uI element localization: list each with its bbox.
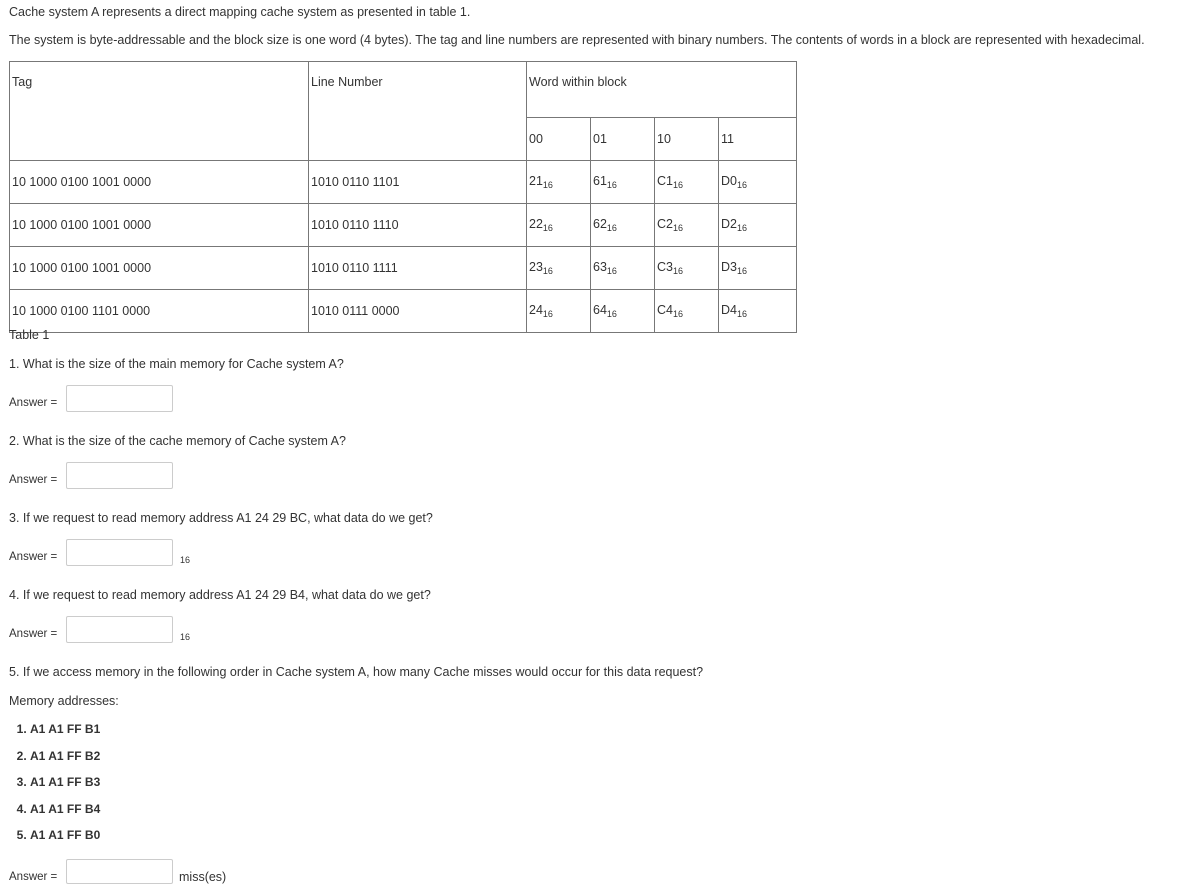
question-2: 2. What is the size of the cache memory of Cache system A? bbox=[9, 434, 346, 448]
cache-table bbox=[9, 61, 797, 333]
word-cell: $C4_{16}$ bbox=[655, 290, 719, 333]
word-cell: $63_{16}$ bbox=[591, 247, 655, 290]
answer-4-base: 16 bbox=[180, 632, 191, 642]
table-header-row bbox=[10, 62, 797, 118]
answer-5-suffix: miss(es) bbox=[179, 870, 227, 884]
answer-2-label: Answer = bbox=[9, 474, 58, 486]
word-cell: $22_{16}$ bbox=[527, 204, 591, 247]
word-cell: $C1_{16}$ bbox=[655, 161, 719, 204]
word-cell: $D4_{16}$ bbox=[719, 290, 797, 333]
line-number-cell: 1010 0111 0000 bbox=[309, 290, 527, 333]
line-number-header: Line Number bbox=[309, 62, 527, 161]
word-cell: $61_{16}$ bbox=[591, 161, 655, 204]
line-number-cell: 1010 0110 1101 bbox=[309, 161, 527, 204]
answer-1-input[interactable] bbox=[66, 385, 173, 412]
list-item: 3. A1 A1 FF B3 bbox=[30, 775, 100, 802]
word-cell: $64_{16}$ bbox=[591, 290, 655, 333]
answer-3-input[interactable] bbox=[66, 539, 173, 566]
line-number-cell: 1010 0110 1110 bbox=[309, 204, 527, 247]
offset-11: 11 bbox=[719, 118, 797, 161]
answer-1-label: Answer = bbox=[9, 397, 58, 409]
memory-addresses-label: Memory addresses: bbox=[9, 694, 119, 708]
list-item: 2. A1 A1 FF B2 bbox=[30, 749, 100, 776]
table-caption: Table 1 bbox=[9, 328, 50, 342]
question-4: 4. If we request to read memory address A1 24 29 B4, what data do we get? bbox=[9, 588, 431, 602]
offset-01: 01 bbox=[591, 118, 655, 161]
tag-header: Tag bbox=[10, 62, 309, 161]
answer-2-input[interactable] bbox=[66, 462, 173, 489]
memory-address-list bbox=[0, 722, 100, 855]
word-within-block-header: Word within block bbox=[527, 62, 797, 118]
tag-cell: 10 1000 0100 1101 0000 bbox=[10, 290, 309, 333]
question-1: 1. What is the size of the main memory for Cache system A? bbox=[9, 357, 344, 371]
word-cell: $D3_{16}$ bbox=[719, 247, 797, 290]
word-cell: $C2_{16}$ bbox=[655, 204, 719, 247]
tag-cell: 10 1000 0100 1001 0000 bbox=[10, 204, 309, 247]
word-cell: $23_{16}$ bbox=[527, 247, 591, 290]
word-cell: $D0_{16}$ bbox=[719, 161, 797, 204]
tag-cell: 10 1000 0100 1001 0000 bbox=[10, 247, 309, 290]
list-item: 4. A1 A1 FF B4 bbox=[30, 802, 100, 829]
answer-5-label: Answer = bbox=[9, 871, 58, 883]
offset-00: 00 bbox=[527, 118, 591, 161]
answer-4-label: Answer = bbox=[9, 628, 58, 640]
intro-line-2: The system is byte-addressable and the block size is one word (4 bytes). The tag and line numbers are represented with binary numbers. The contents of words in a block are represented with hexadecimal. bbox=[9, 33, 1145, 47]
question-5: 5. If we access memory in the following order in Cache system A, how many Cache misses would occur for this data request? bbox=[9, 665, 704, 679]
table-row bbox=[10, 290, 797, 333]
answer-5-input[interactable] bbox=[66, 859, 173, 884]
word-cell: $D2_{16}$ bbox=[719, 204, 797, 247]
table-row bbox=[10, 204, 797, 247]
word-cell: $62_{16}$ bbox=[591, 204, 655, 247]
word-cell: $21_{16}$ bbox=[527, 161, 591, 204]
tag-cell: 10 1000 0100 1001 0000 bbox=[10, 161, 309, 204]
list-item: 5. A1 A1 FF B0 bbox=[30, 828, 100, 855]
list-item: 1. A1 A1 FF B1 bbox=[30, 722, 100, 749]
answer-4-input[interactable] bbox=[66, 616, 173, 643]
table-row bbox=[10, 161, 797, 204]
answer-3-label: Answer = bbox=[9, 551, 58, 563]
word-cell: $C3_{16}$ bbox=[655, 247, 719, 290]
question-3: 3. If we request to read memory address A1 24 29 BC, what data do we get? bbox=[9, 511, 433, 525]
word-cell: $24_{16}$ bbox=[527, 290, 591, 333]
intro-line-1: Cache system A represents a direct mapping cache system as presented in table 1. bbox=[9, 5, 471, 19]
offset-10: 10 bbox=[655, 118, 719, 161]
answer-3-base: 16 bbox=[180, 555, 191, 565]
table-row bbox=[10, 247, 797, 290]
line-number-cell: 1010 0110 1111 bbox=[309, 247, 527, 290]
